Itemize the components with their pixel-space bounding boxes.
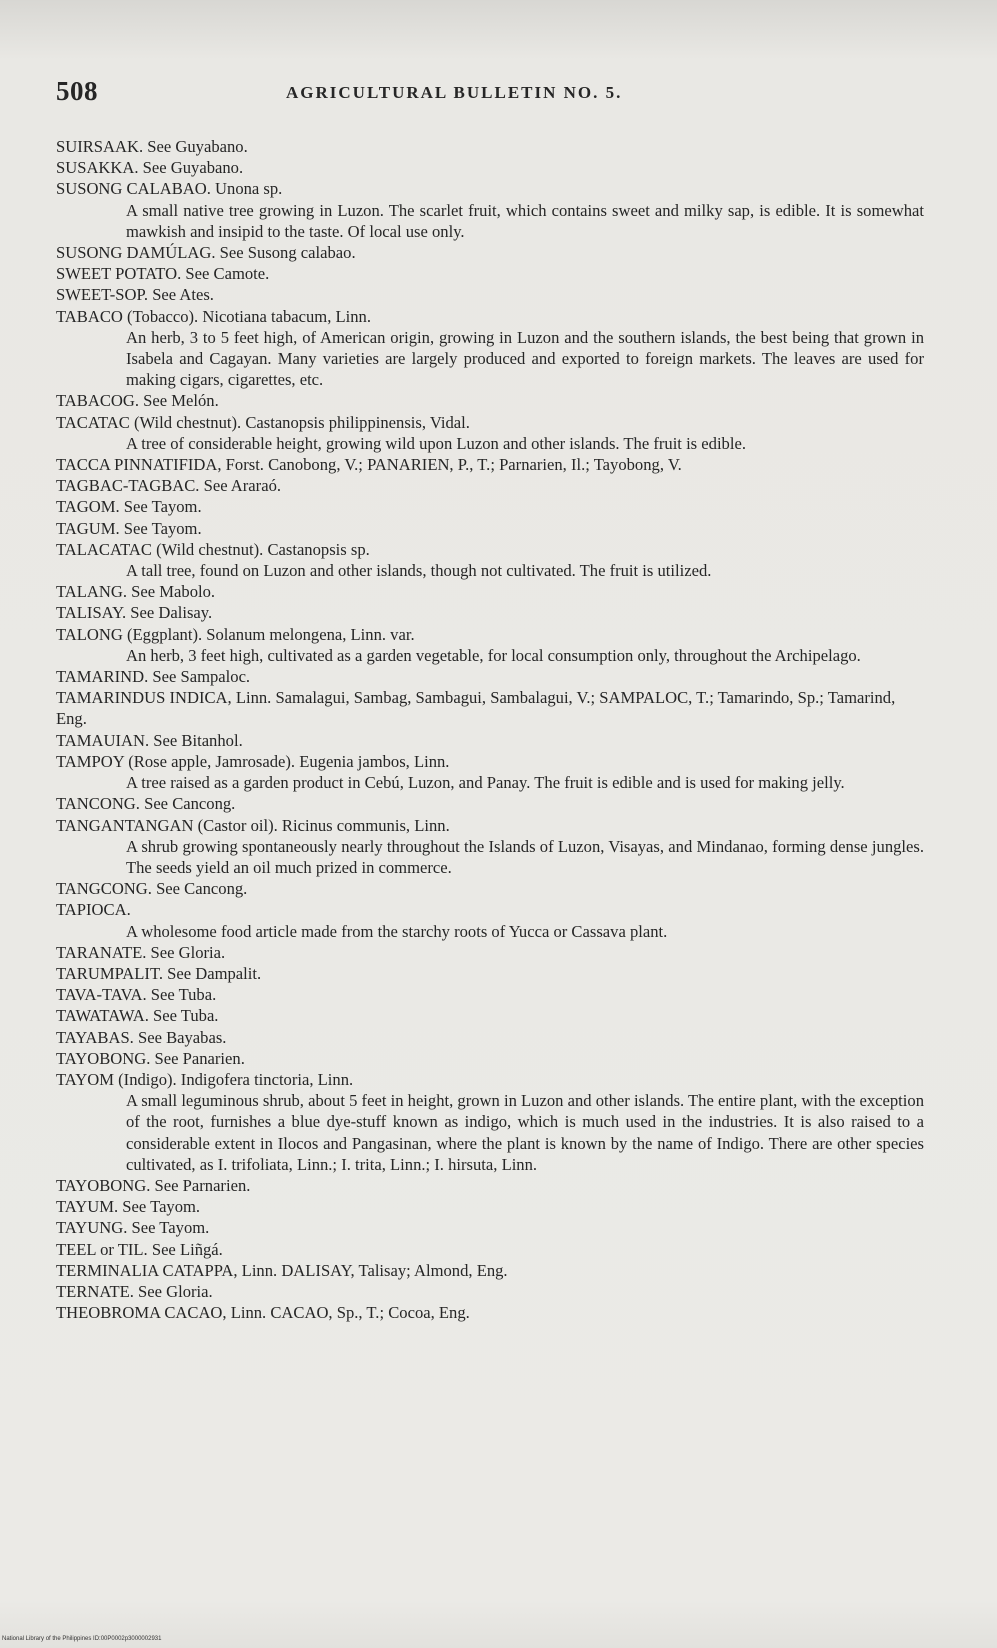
entry-tabacog: [56, 390, 924, 411]
entry-terminalia: [56, 1260, 924, 1281]
entry-tacatac: [56, 412, 924, 454]
entry-heading: TANGANTANGAN (Castor oil). Ricinus communis, Linn.: [56, 815, 450, 835]
entry-ternate: [56, 1281, 924, 1302]
entry-taranate: [56, 942, 924, 963]
entry-heading: TAYUNG. See Tayom.: [56, 1218, 210, 1238]
entry-tagom: [56, 496, 924, 517]
entry-heading: TALONG (Eggplant). Solanum melongena, Linn. var.: [56, 624, 415, 644]
entry-heading: THEOBROMA CACAO, Linn. CACAO, Sp., T.; Cocoa, Eng.: [56, 1303, 470, 1323]
entry-tabaco: [56, 306, 924, 391]
entry-heading: TALACATAC (Wild chestnut). Castanopsis sp.: [56, 539, 370, 559]
entry-heading: TAMARIND. See Sampaloc.: [56, 667, 251, 687]
entry-sweet-potato: [56, 263, 924, 284]
entry-tapioca: [56, 899, 924, 941]
entry-heading: TAPIOCA.: [56, 900, 131, 920]
entry-tangcong: [56, 878, 924, 899]
entry-heading: TANCONG. See Cancong.: [56, 794, 236, 814]
entry-tayung: [56, 1217, 924, 1238]
entry-heading: TABACO (Tobacco). Nicotiana tabacum, Linn.: [56, 306, 371, 326]
entry-description: A small native tree growing in Luzon. The scarlet fruit, which contains sweet and milky sap, is edible. It is somewhat mawkish and insipid to the taste. Of local use only.: [126, 200, 924, 241]
entry-heading: TALISAY. See Dalisay.: [56, 603, 213, 623]
entry-tayobong-2: [56, 1175, 924, 1196]
entry-tacca: [56, 454, 924, 475]
entry-heading: SWEET-SOP. See Ates.: [56, 285, 214, 305]
entry-heading: TALANG. See Mabolo.: [56, 582, 216, 602]
entry-heading: TANGCONG. See Cancong.: [56, 879, 248, 899]
entry-tagum: [56, 518, 924, 539]
entry-talacatac: [56, 539, 924, 581]
entry-susakka: [56, 157, 924, 178]
entry-description: A small leguminous shrub, about 5 feet in height, grown in Luzon and other islands. The entire plant, with the exception of the root, furnishes a blue dye-stuff known as indigo, which is much used in the industries. It is also raised to a considerable extent in Ilocos and Pangasinan, where the plant is known by the name of Indigo. There are other species cultivated, as I. trifoliata, Linn.; I. trita, Linn.; I. hirsuta, Linn.: [126, 1091, 924, 1174]
entry-description: A tree of considerable height, growing wild upon Luzon and other islands. The fruit is edible.: [126, 433, 746, 453]
entry-theobroma: [56, 1302, 924, 1323]
entry-tayobong-1: [56, 1048, 924, 1069]
entry-heading: TARUMPALIT. See Dampalit.: [56, 963, 262, 983]
entry-heading: TEEL or TIL. See Liñgá.: [56, 1239, 223, 1259]
entry-heading: TAGBAC-TAGBAC. See Araraó.: [56, 476, 282, 496]
entry-tangantangan: [56, 815, 924, 879]
glossary-entries: [56, 136, 924, 1323]
scan-source-footer: National Library of the Philippines ID:00P0002p3000002931: [2, 1636, 162, 1642]
entry-tayom: [56, 1069, 924, 1175]
entry-heading: TAMARINDUS INDICA, Linn. Samalagui, Sambag, Sambagui, Sambalagui, V.; SAMPALOC, T.; Tamarindo, Sp.; Tamarind, Eng.: [56, 688, 896, 729]
entry-heading: TAGUM. See Tayom.: [56, 518, 202, 538]
entry-description: An herb, 3 to 5 feet high, of American origin, growing in Luzon and the southern islands, the best being that grown in Isabela and Cagayan. Many varieties are largely produced and exported to foreign markets. The leaves are used for making cigars, cigarettes, etc.: [126, 327, 924, 390]
entry-heading: TAYABAS. See Bayabas.: [56, 1027, 227, 1047]
entry-tancong: [56, 793, 924, 814]
entry-heading: SUIRSAAK. See Guyabano.: [56, 137, 248, 156]
entry-teel: [56, 1239, 924, 1260]
entry-description: A wholesome food article made from the starchy roots of Yucca or Cassava plant.: [126, 921, 668, 941]
entry-suirsaak: [56, 136, 924, 157]
entry-heading: TAYUM. See Tayom.: [56, 1197, 201, 1217]
entry-heading: TAYOM (Indigo). Indigofera tinctoria, Linn.: [56, 1069, 354, 1089]
entry-talong: [56, 624, 924, 666]
entry-heading: TAGOM. See Tayom.: [56, 497, 202, 517]
page-number: 508: [56, 76, 98, 106]
entry-tamarindus: [56, 687, 924, 729]
entry-heading: SUSAKKA. See Guyabano.: [56, 158, 244, 178]
running-title: AGRICULTURAL BULLETIN NO. 5.: [286, 83, 623, 102]
entry-heading: TAVA-TAVA. See Tuba.: [56, 985, 217, 1005]
entry-susong-damulag: [56, 242, 924, 263]
entry-tawatawa: [56, 1005, 924, 1026]
entry-tagbac: [56, 475, 924, 496]
entry-description: A tall tree, found on Luzon and other islands, though not cultivated. The fruit is utilized.: [126, 561, 712, 581]
entry-heading: TAMAUIAN. See Bitanhol.: [56, 730, 243, 750]
entry-heading: TARANATE. See Gloria.: [56, 942, 226, 962]
entry-talisay: [56, 602, 924, 623]
entry-heading: SWEET POTATO. See Camote.: [56, 264, 270, 284]
entry-talang: [56, 581, 924, 602]
entry-heading: TAYOBONG. See Parnarien.: [56, 1175, 251, 1195]
entry-heading: TERNATE. See Gloria.: [56, 1281, 213, 1301]
entry-heading: SUSONG CALABAO. Unona sp.: [56, 179, 283, 199]
entry-heading: TAYOBONG. See Panarien.: [56, 1048, 245, 1068]
entry-tamauian: [56, 730, 924, 751]
entry-heading: TACATAC (Wild chestnut). Castanopsis philippinensis, Vidal.: [56, 412, 470, 432]
entry-heading: TABACOG. See Melón.: [56, 391, 219, 411]
entry-heading: TAWATAWA. See Tuba.: [56, 1006, 219, 1026]
entry-tava-tava: [56, 984, 924, 1005]
entry-description: An herb, 3 feet high, cultivated as a garden vegetable, for local consumption only, throughout the Archipelago.: [126, 645, 861, 665]
entry-description: A tree raised as a garden product in Cebú, Luzon, and Panay. The fruit is edible and is used for making jelly.: [126, 773, 845, 793]
entry-tayum: [56, 1196, 924, 1217]
entry-heading: TAMPOY (Rose apple, Jamrosade). Eugenia jambos, Linn.: [56, 751, 450, 771]
entry-tarumpalit: [56, 963, 924, 984]
entry-tamarind: [56, 666, 924, 687]
entry-description: A shrub growing spontaneously nearly throughout the Islands of Luzon, Visayas, and Mindanao, forming dense jungles. The seeds yield an oil much prized in commerce.: [126, 836, 924, 877]
entry-heading: TACCA PINNATIFIDA, Forst. Canobong, V.; PANARIEN, P., T.; Parnarien, Il.; Tayobong, V.: [56, 455, 682, 475]
entry-heading: TERMINALIA CATAPPA, Linn. DALISAY, Talisay; Almond, Eng.: [56, 1260, 508, 1280]
entry-sweet-sop: [56, 284, 924, 305]
entry-heading: SUSONG DAMÚLAG. See Susong calabao.: [56, 243, 356, 263]
entry-tayabas: [56, 1027, 924, 1048]
entry-tampoy: [56, 751, 924, 793]
page-header: [56, 76, 936, 112]
entry-susong-calabao: [56, 178, 924, 242]
